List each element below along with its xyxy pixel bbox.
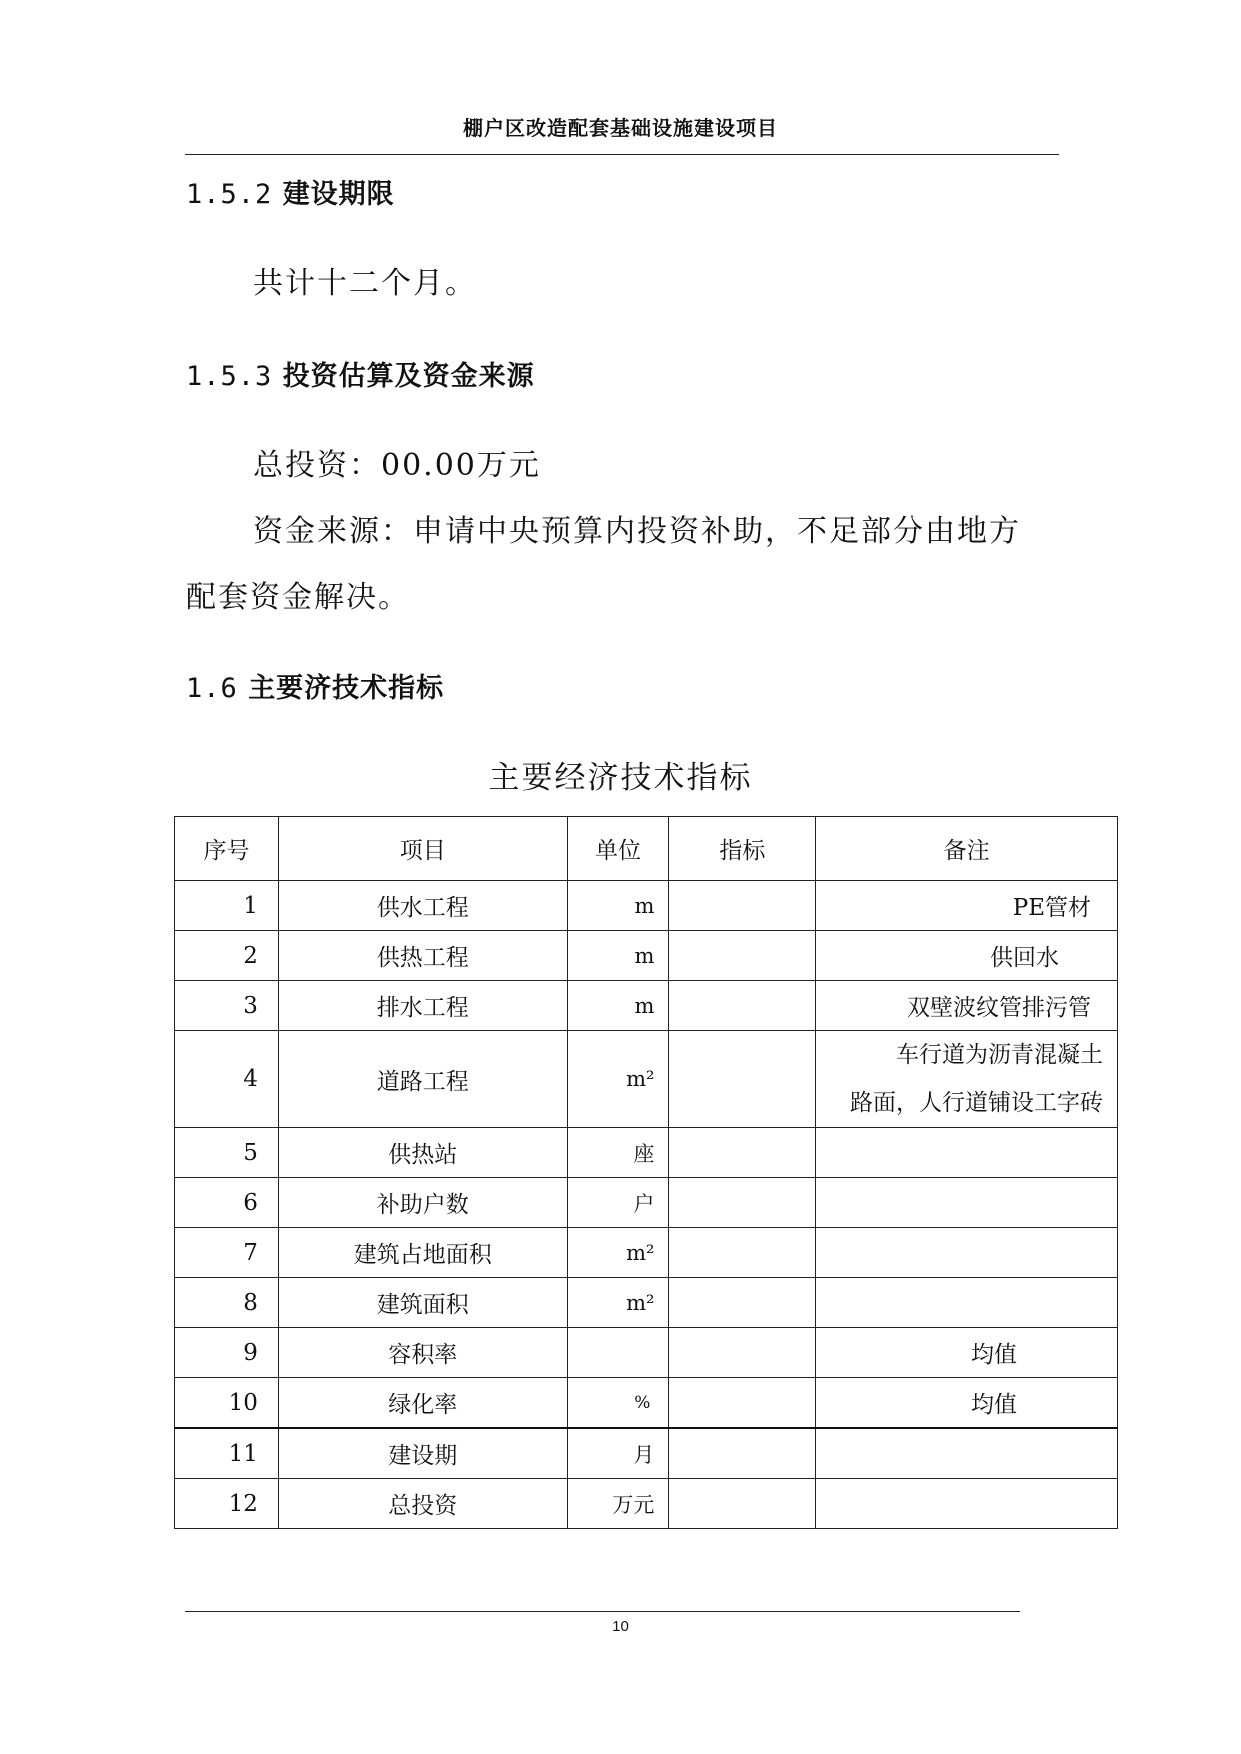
- section-number: 1.6: [186, 673, 238, 704]
- cell-value: [669, 1479, 816, 1529]
- cell-unit: m²: [567, 1031, 669, 1128]
- header-cell-unit: 单位: [567, 817, 669, 881]
- cell-unit: m²: [567, 1228, 669, 1278]
- cell-seq: 6: [175, 1178, 279, 1228]
- cell-value: [669, 931, 816, 981]
- cell-seq: 9: [175, 1328, 279, 1378]
- cell-value: [669, 1128, 816, 1178]
- footer-rule: [185, 1611, 1020, 1612]
- section-number: 1.5.3: [186, 361, 273, 392]
- cell-seq: 3: [175, 981, 279, 1031]
- section-number: 1.5.2: [186, 179, 273, 210]
- cell-value: [669, 1031, 816, 1128]
- cell-seq: 5: [175, 1128, 279, 1178]
- cell-seq: 8: [175, 1278, 279, 1328]
- cell-value: [669, 1328, 816, 1378]
- cell-value: [669, 1378, 816, 1429]
- cell-note: [816, 1278, 1118, 1328]
- cell-note: [816, 1128, 1118, 1178]
- cell-note: [816, 1178, 1118, 1228]
- cell-unit: %: [567, 1378, 669, 1429]
- total-investment-text: 总投资：00.00万元: [253, 448, 541, 483]
- section-title: 主要济技术指标: [248, 673, 445, 704]
- funding-source-text-continued: 配套资金解决。: [186, 580, 410, 615]
- section-title: 投资估算及资金来源: [282, 361, 535, 392]
- cell-unit: 万元: [567, 1479, 669, 1529]
- section-heading-1-5-2: [186, 172, 395, 211]
- table-row: [175, 1278, 1118, 1328]
- cell-item: 补助户数: [278, 1178, 567, 1228]
- cell-seq: 2: [175, 931, 279, 981]
- header-cell-value: 指标: [669, 817, 816, 881]
- cell-value: [669, 881, 816, 931]
- cell-note: [816, 1428, 1118, 1479]
- cell-item: 供水工程: [278, 881, 567, 931]
- table-row: [175, 1328, 1118, 1378]
- cell-value: [669, 981, 816, 1031]
- table-row: [175, 1479, 1118, 1529]
- cell-item: 建筑占地面积: [278, 1228, 567, 1278]
- table-row: [175, 881, 1118, 931]
- cell-note: [816, 1031, 1118, 1128]
- cell-note: [816, 1479, 1118, 1529]
- table-row: [175, 1228, 1118, 1278]
- cell-item: 供热工程: [278, 931, 567, 981]
- header-rule: [185, 154, 1059, 155]
- cell-seq: 1: [175, 881, 279, 931]
- cell-unit: 月: [567, 1428, 669, 1479]
- running-header-title: 棚户区改造配套基础设施建设项目: [463, 116, 778, 140]
- table-row: [175, 1178, 1118, 1228]
- header-cell-item: 项目: [278, 817, 567, 881]
- cell-seq: 10: [175, 1378, 279, 1429]
- cell-item: 道路工程: [278, 1031, 567, 1128]
- cell-seq: 7: [175, 1228, 279, 1278]
- table-caption: 主要经济技术指标: [488, 760, 753, 796]
- cell-seq: 11: [175, 1428, 279, 1479]
- cell-item: 总投资: [278, 1479, 567, 1529]
- cell-item: 排水工程: [278, 981, 567, 1031]
- cell-value: [669, 1178, 816, 1228]
- table-row: [175, 981, 1118, 1031]
- cell-item: 建设期: [278, 1428, 567, 1479]
- cell-unit: m: [567, 981, 669, 1031]
- section-title: 建设期限: [282, 179, 395, 210]
- cell-note: PE管材: [816, 881, 1118, 931]
- cell-item: 建筑面积: [278, 1278, 567, 1328]
- cell-note-line: 车行道为沥青混凝土: [896, 1042, 1103, 1068]
- cell-unit: m²: [567, 1278, 669, 1328]
- cell-value: [669, 1428, 816, 1479]
- cell-seq: 4: [175, 1031, 279, 1128]
- table-header-row: [175, 817, 1118, 881]
- page-number: 10: [612, 1618, 629, 1635]
- section-heading-1-5-3: [186, 354, 535, 393]
- cell-unit: m: [567, 931, 669, 981]
- cell-unit: m: [567, 881, 669, 931]
- table-row: [175, 1128, 1118, 1178]
- construction-period-text: 共计十二个月。: [253, 266, 477, 301]
- cell-unit: 座: [567, 1128, 669, 1178]
- cell-note: 双壁波纹管排污管: [816, 981, 1118, 1031]
- cell-unit: [567, 1328, 669, 1378]
- cell-note: 均值: [816, 1328, 1118, 1378]
- cell-item: 绿化率: [278, 1378, 567, 1429]
- cell-value: [669, 1228, 816, 1278]
- indicators-table: [174, 816, 1118, 1529]
- cell-value: [669, 1278, 816, 1328]
- table-row: [175, 1378, 1118, 1429]
- cell-note-line: 路面，人行道铺设工字砖: [850, 1090, 1103, 1116]
- table-row: [175, 931, 1118, 981]
- section-heading-1-6: [186, 666, 444, 705]
- cell-note: 供回水: [816, 931, 1118, 981]
- cell-note: [816, 1228, 1118, 1278]
- cell-item: 容积率: [278, 1328, 567, 1378]
- table-row: [175, 1428, 1118, 1479]
- cell-item: 供热站: [278, 1128, 567, 1178]
- cell-unit: 户: [567, 1178, 669, 1228]
- cell-note: 均值: [816, 1378, 1118, 1429]
- table-row: [175, 1031, 1118, 1128]
- header-cell-note: 备注: [816, 817, 1118, 881]
- cell-seq: 12: [175, 1479, 279, 1529]
- funding-source-text: 资金来源：申请中央预算内投资补助，不足部分由地方: [253, 514, 1021, 549]
- header-cell-seq: 序号: [175, 817, 279, 881]
